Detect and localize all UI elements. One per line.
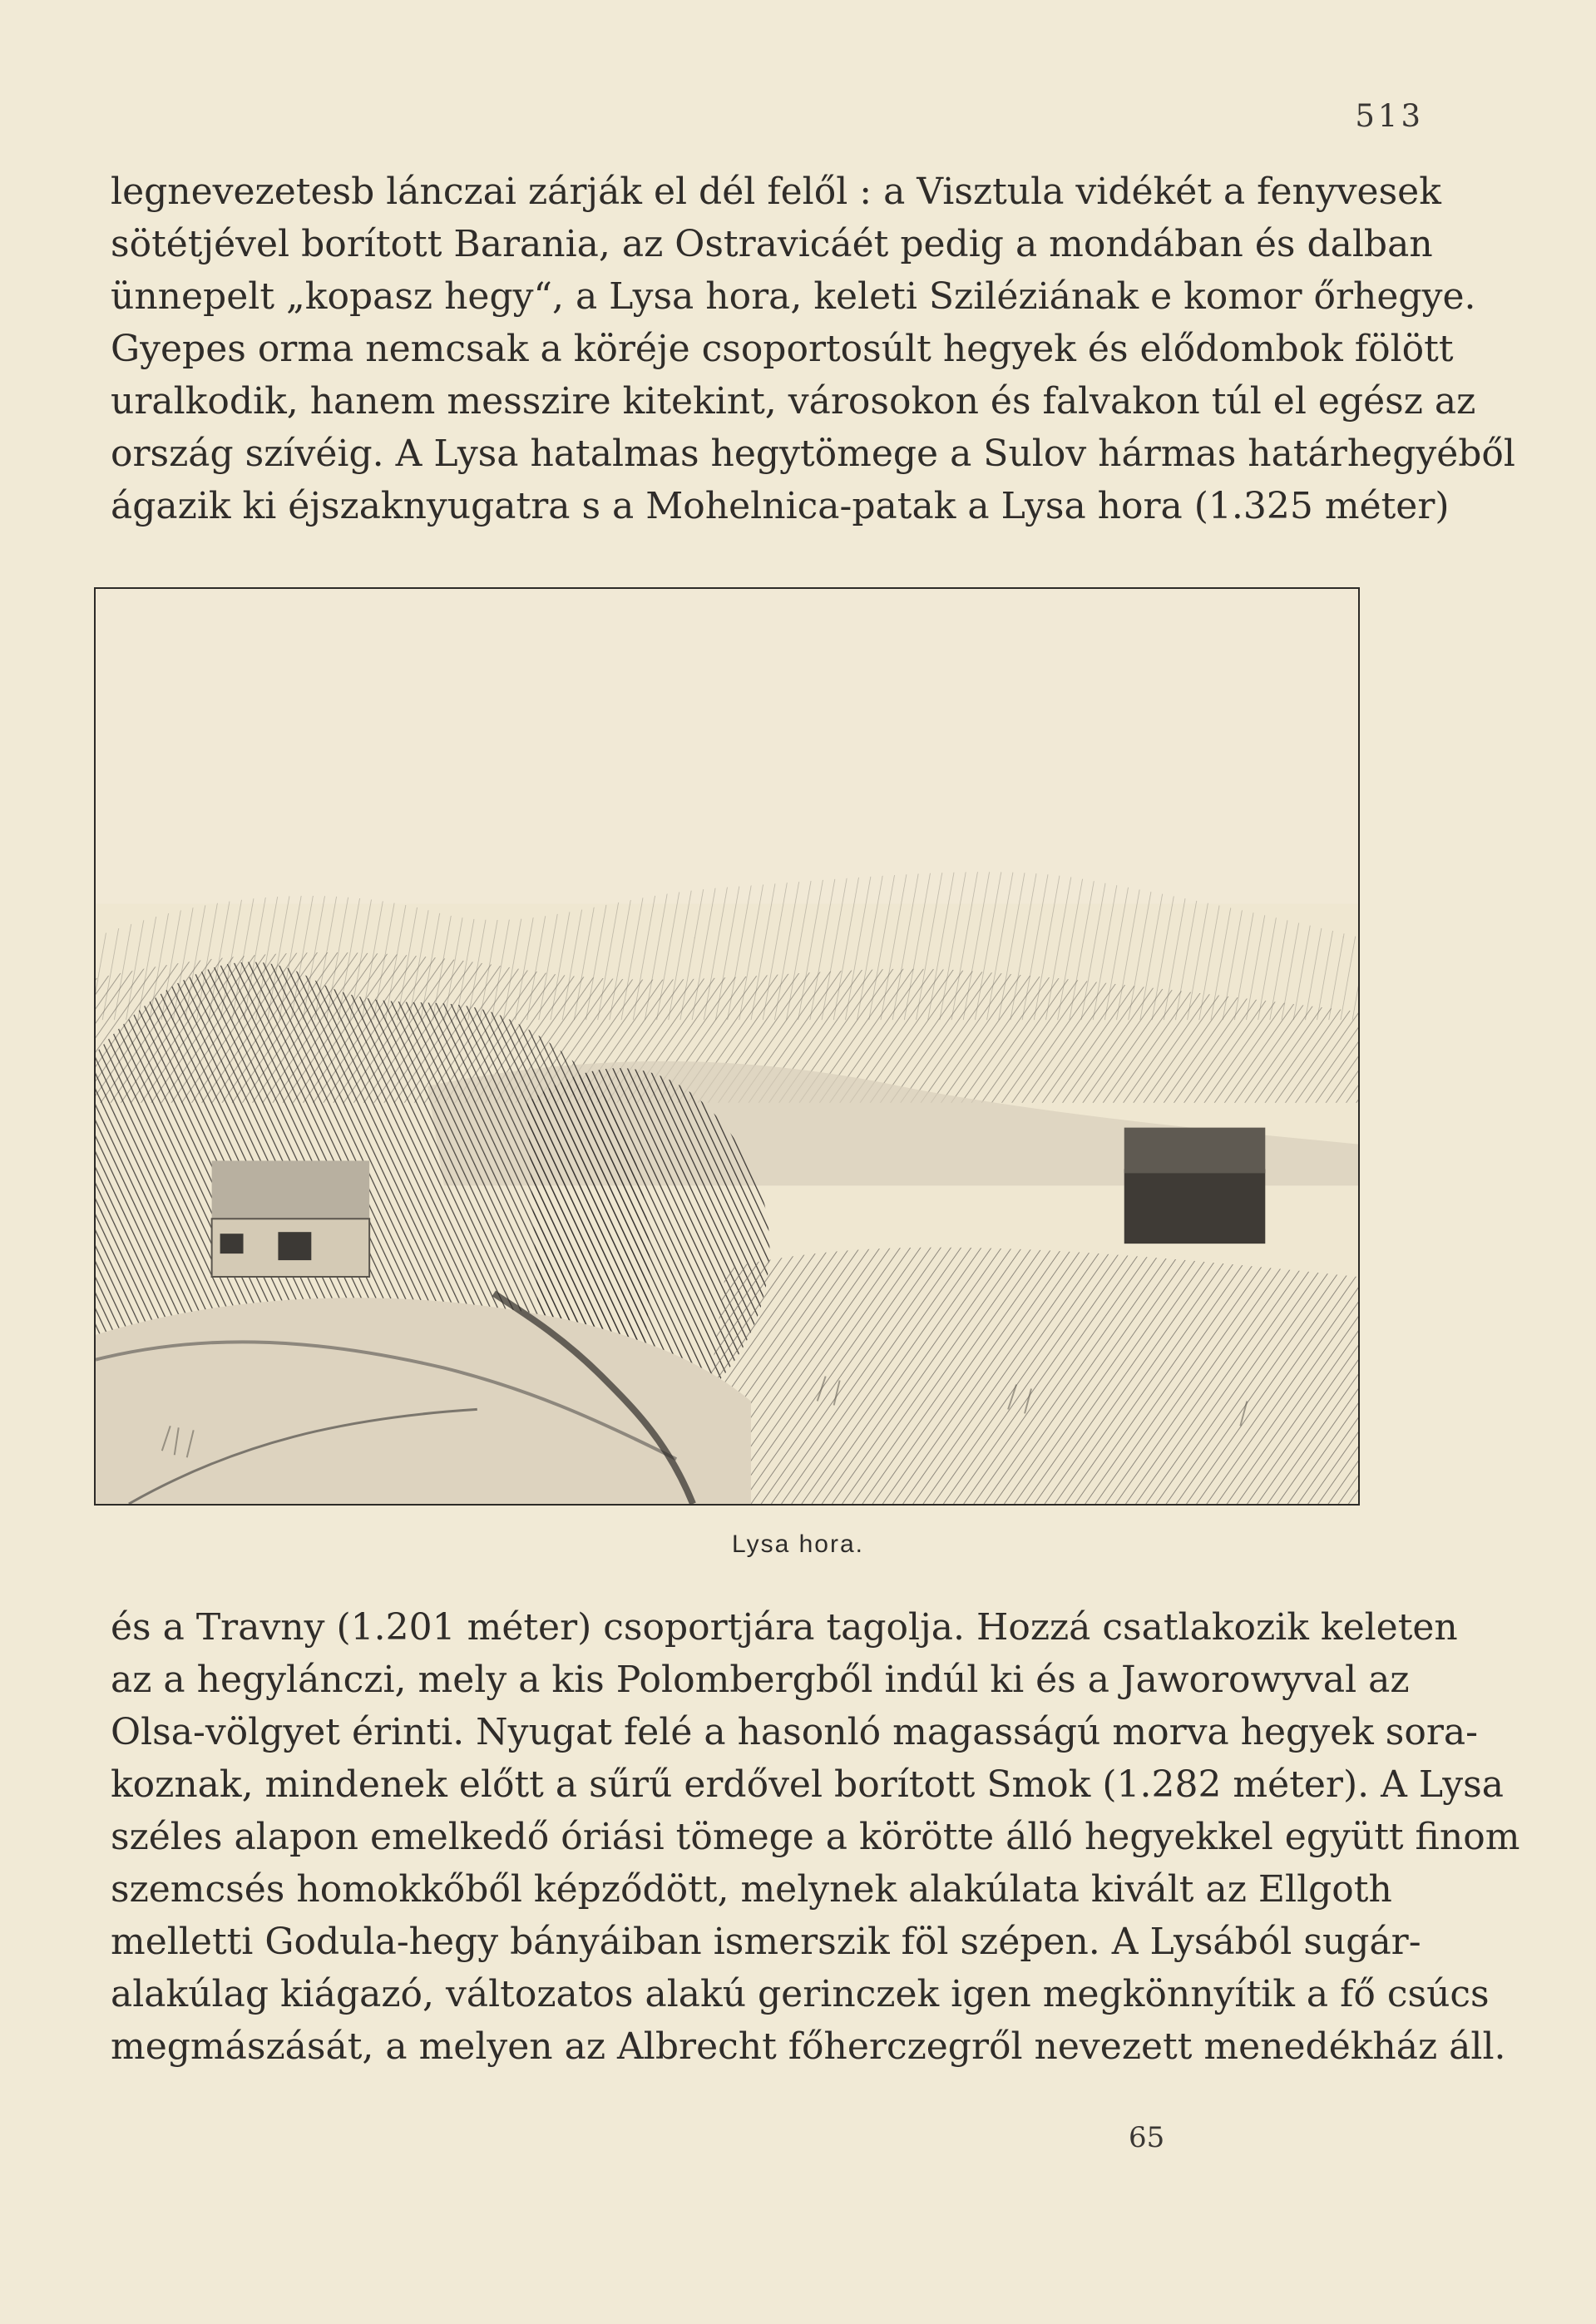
paragraph-line: legnevezetesb lánczai zárják el dél felől : a Visztula vidékét a fenyvesek — [111, 171, 1441, 213]
distant-building — [1124, 1169, 1266, 1244]
illustration-caption: Lysa hora. — [732, 1530, 864, 1558]
field — [693, 1248, 1358, 1504]
paragraph-line: melletti Godula-hegy bányáiban ismerszik föl szépen. A Lysából sugár- — [111, 1921, 1421, 1963]
paragraph-line: ünnepelt „kopasz hegy“, a Lysa hora, keleti Sziléziának e komor őrhegye. — [111, 275, 1476, 318]
paragraph-line: és a Travny (1.201 méter) csoportjára tagolja. Hozzá csatlakozik keleten — [111, 1606, 1458, 1649]
landscape-engraving-drawing — [96, 589, 1358, 1504]
paragraph-line: ágazik ki éjszaknyugatra s a Mohelnica-patak a Lysa hora (1.325 méter) — [111, 485, 1450, 527]
paragraph-line: megmászását, a melyen az Albrecht főherczegről nevezett menedékház áll. — [111, 2025, 1506, 2068]
printer-signature: 65 — [1129, 2121, 1165, 2154]
paragraph-line: az a hegylánczi, mely a kis Polombergből indúl ki és a Jaworowyval az — [111, 1659, 1410, 1701]
paragraph-line: Olsa-völgyet érinti. Nyugat felé a hasonló magasságú morva hegyek sora- — [111, 1711, 1478, 1753]
distant-building-roof — [1124, 1128, 1266, 1174]
landscape-engraving — [94, 587, 1360, 1506]
paragraph-line: széles alapon emelkedő óriási tömege a körötte álló hegyekkel együtt finom — [111, 1816, 1520, 1858]
paragraph-line: ország szívéig. A Lysa hatalmas hegytömege a Sulov hármas határhegyéből — [111, 433, 1515, 475]
paragraph-line: sötétjével borított Barania, az Ostravicáét pedig a mondában és dalban — [111, 223, 1433, 265]
paragraph-line: Gyepes orma nemcsak a köréje csoportosúlt hegyek és elődombok fölött — [111, 328, 1454, 370]
paragraph-line: uralkodik, hanem messzire kitekint, városokon és falvakon túl el egész az — [111, 380, 1476, 423]
paragraph-line: alakúlag kiágazó, változatos alakú gerinczek igen megkönnyítik a fő csúcs — [111, 1973, 1490, 2015]
farmhouse-door — [278, 1232, 311, 1260]
paragraph-line: szemcsés homokkőből képződött, melynek alakúlata kivált az Ellgoth — [111, 1868, 1392, 1911]
page-number: 513 — [1355, 98, 1424, 134]
paragraph-bottom — [111, 1601, 1520, 2073]
farmhouse-window — [220, 1234, 244, 1253]
paragraph-top — [111, 166, 1515, 532]
paragraph-line: koznak, mindenek előtt a sűrű erdővel borított Smok (1.282 méter). A Lysa — [111, 1763, 1504, 1806]
